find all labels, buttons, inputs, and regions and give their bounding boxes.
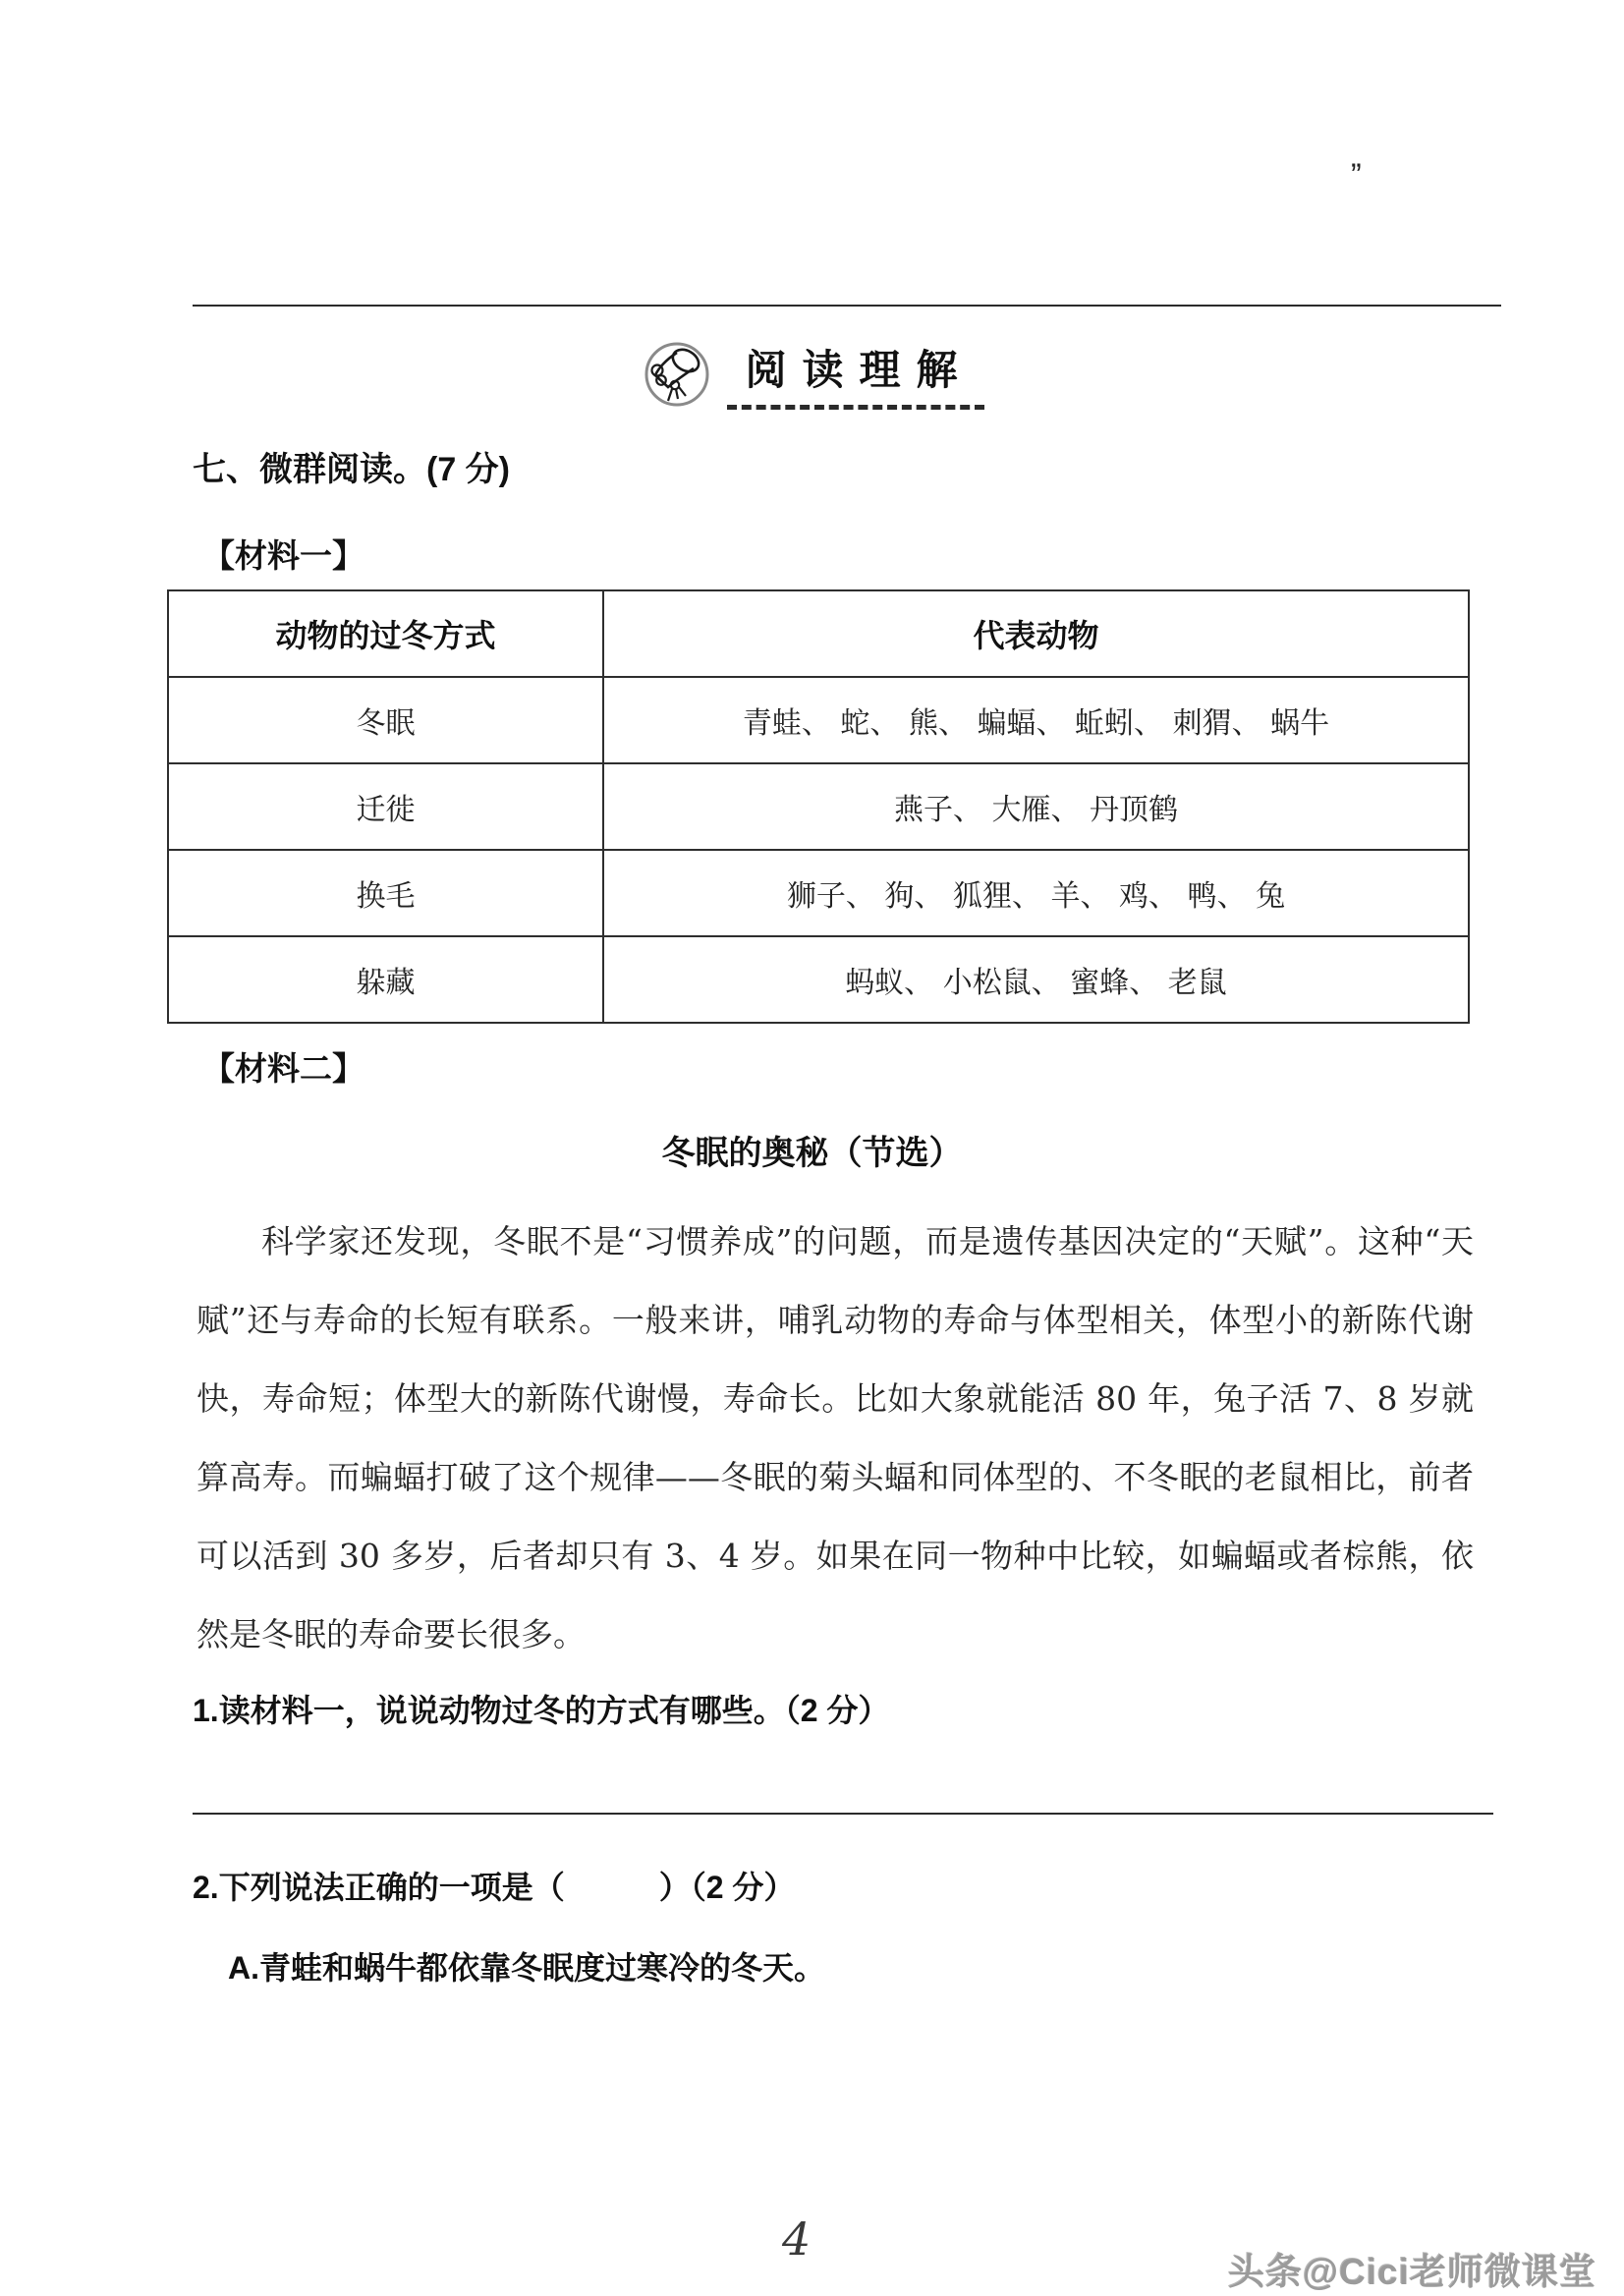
table-row — [168, 677, 1469, 763]
watermark: 头条@Cici老师微课堂 — [1228, 2252, 1596, 2292]
animals-cell: 狮子、 狗、 狐狸、 羊、 鸡、 鸭、 兔 — [603, 850, 1469, 936]
passage-body: 科学家还发现，冬眠不是“习惯养成”的问题，而是遗传基因决定的“天赋”。这种“天赋”还与寿命的长短有联系。一般来讲，哺乳动物的寿命与体型相关，体型小的新陈代谢快，寿命短；体型大的新陈代谢慢，寿命长。比如大象就能活 80 年，兔子活 7、8 岁就算高寿。而蝙蝠打破了这个规律——冬眠的菊头蝠和同体型的、不冬眠的老鼠相比，前者可以活到 30 多岁，后者却只有 3、4 岁。如果在同一物种中比较，如蝙蝠或者棕熊，依然是冬眠的寿命要长很多。 — [196, 1222, 1474, 1653]
section-title: 阅读理解 — [745, 347, 974, 393]
material-one-label: 【材料一】 — [202, 537, 364, 574]
method-cell: 躲藏 — [168, 936, 603, 1023]
material-two-label: 【材料二】 — [202, 1050, 364, 1087]
question-seven-heading: 七、微群阅读。(7 分) — [193, 451, 510, 488]
passage-title: 冬眠的奥秘（节选） — [661, 1135, 963, 1172]
col-header-animals: 代表动物 — [603, 590, 1469, 677]
closing-quote-mark: ” — [1351, 157, 1362, 193]
answer-line-previous — [193, 305, 1501, 307]
animals-cell: 蚂蚁、 小松鼠、 蜜蜂、 老鼠 — [603, 936, 1469, 1023]
animals-cell: 青蛙、 蛇、 熊、 蝙蝠、 蚯蚓、 刺猬、 蜗牛 — [603, 677, 1469, 763]
question-2: 2.下列说法正确的一项是（ ）（2 分） — [193, 1870, 796, 1905]
section-title-block — [727, 338, 984, 410]
method-cell: 迁徙 — [168, 763, 603, 850]
animals-cell: 燕子、 大雁、 丹顶鹤 — [603, 763, 1469, 850]
method-cell: 冬眠 — [168, 677, 603, 763]
page-number: 4 — [782, 2212, 812, 2266]
table-row — [168, 936, 1469, 1023]
megaphone-icon — [641, 338, 713, 411]
answer-line-q1 — [193, 1813, 1493, 1815]
section-title-underline — [727, 405, 984, 410]
table-header-row — [168, 590, 1469, 677]
question-2-option-a: A.青蛙和蜗牛都依靠冬眠度过寒冷的冬天。 — [228, 1950, 826, 1986]
col-header-method: 动物的过冬方式 — [168, 590, 603, 677]
method-cell: 换毛 — [168, 850, 603, 936]
question-1: 1.读材料一，说说动物过冬的方式有哪些。（2 分） — [193, 1693, 890, 1728]
section-header — [0, 338, 1624, 411]
table-row — [168, 850, 1469, 936]
winter-habits-table — [167, 589, 1470, 1024]
table-row — [168, 763, 1469, 850]
